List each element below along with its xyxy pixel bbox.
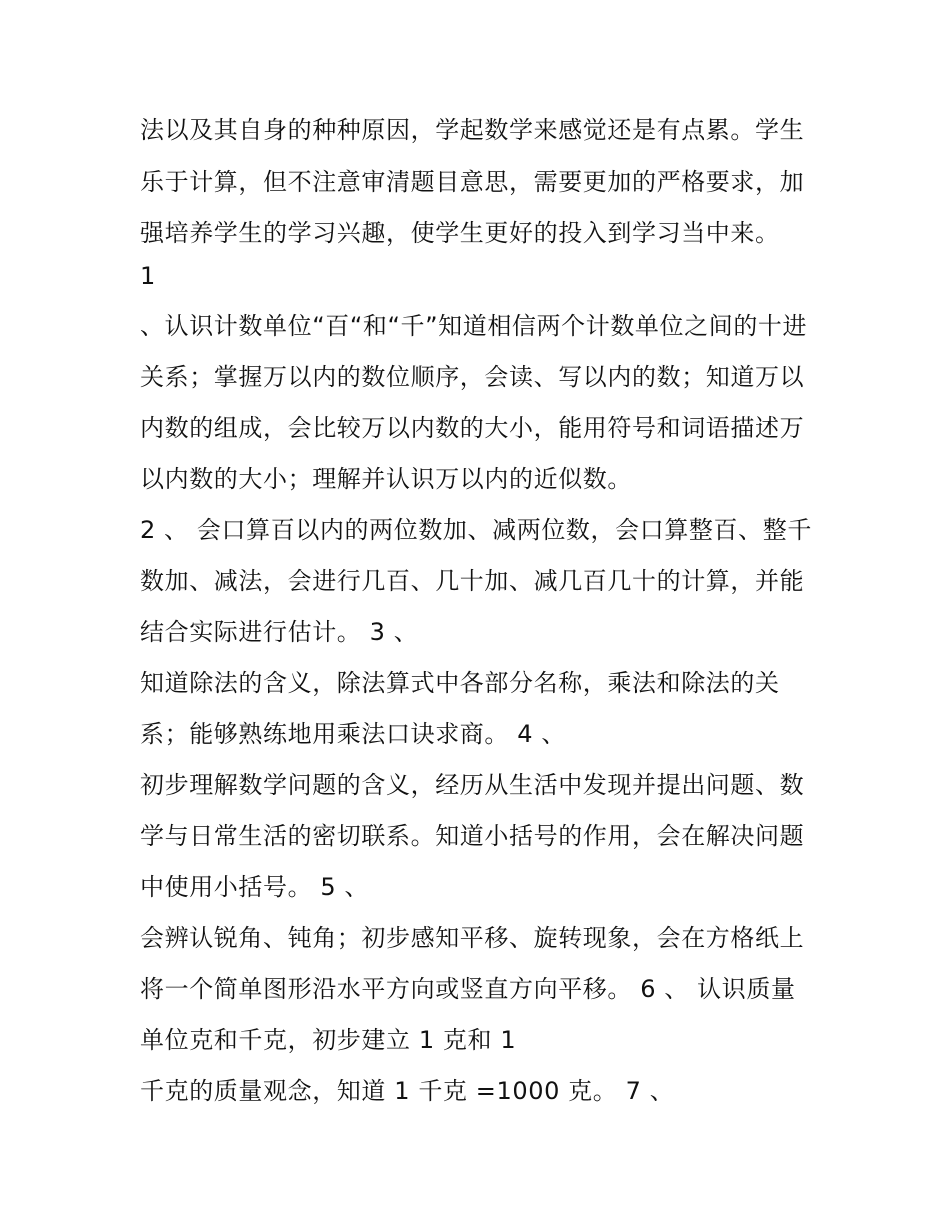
text-line-3: 强培养学生的学习兴趣，使学生更好的投入到学习当中来。 [140, 219, 780, 247]
text-line-6: 关系；掌握万以内的数位顺序，会读、写以内的数；知道万以 [140, 363, 805, 391]
text-line-20: 千克的质量观念，知道 1 千克 =1000 克。 7 、 [140, 1077, 675, 1105]
text-line-13: 系；能够熟练地用乘法口诀求商。 4 、 [140, 720, 566, 748]
text-line-18: 将一个简单图形沿水平方向或竖直方向平移。 6 、 认识质量 [140, 975, 796, 1003]
text-line-5: 、认识计数单位“百“和“千”知道相信两个计数单位之间的十进 [140, 312, 808, 340]
text-line-15: 学与日常生活的密切联系。知道小括号的作用，会在解决问题 [140, 822, 805, 850]
text-line-11: 结合实际进行估计。 3 、 [140, 618, 419, 646]
text-line-4: 1 [140, 262, 156, 290]
text-line-1: 法以及其自身的种种原因，学起数学来感觉还是有点累。学生 [140, 116, 805, 144]
text-line-16: 中使用小括号。 5 、 [140, 873, 370, 901]
text-line-12: 知道除法的含义，除法算式中各部分名称，乘法和除法的关 [140, 669, 780, 697]
text-line-17: 会辨认锐角、钝角；初步感知平移、旋转现象，会在方格纸上 [140, 924, 805, 952]
text-line-19: 单位克和千克，初步建立 1 克和 1 [140, 1026, 517, 1054]
text-line-14: 初步理解数学问题的含义，经历从生活中发现并提出问题、数 [140, 771, 805, 799]
text-line-10: 数加、减法，会进行几百、几十加、减几百几十的计算，并能 [140, 567, 805, 595]
text-line-2: 乐于计算，但不注意审清题目意思，需要更加的严格要求，加 [140, 168, 805, 196]
text-line-8: 以内数的大小；理解并认识万以内的近似数。 [140, 465, 632, 493]
text-line-9: 2 、 会口算百以内的两位数加、减两位数，会口算整百、整千 [140, 516, 812, 544]
text-line-7: 内数的组成，会比较万以内数的大小，能用符号和词语描述万 [140, 414, 805, 442]
